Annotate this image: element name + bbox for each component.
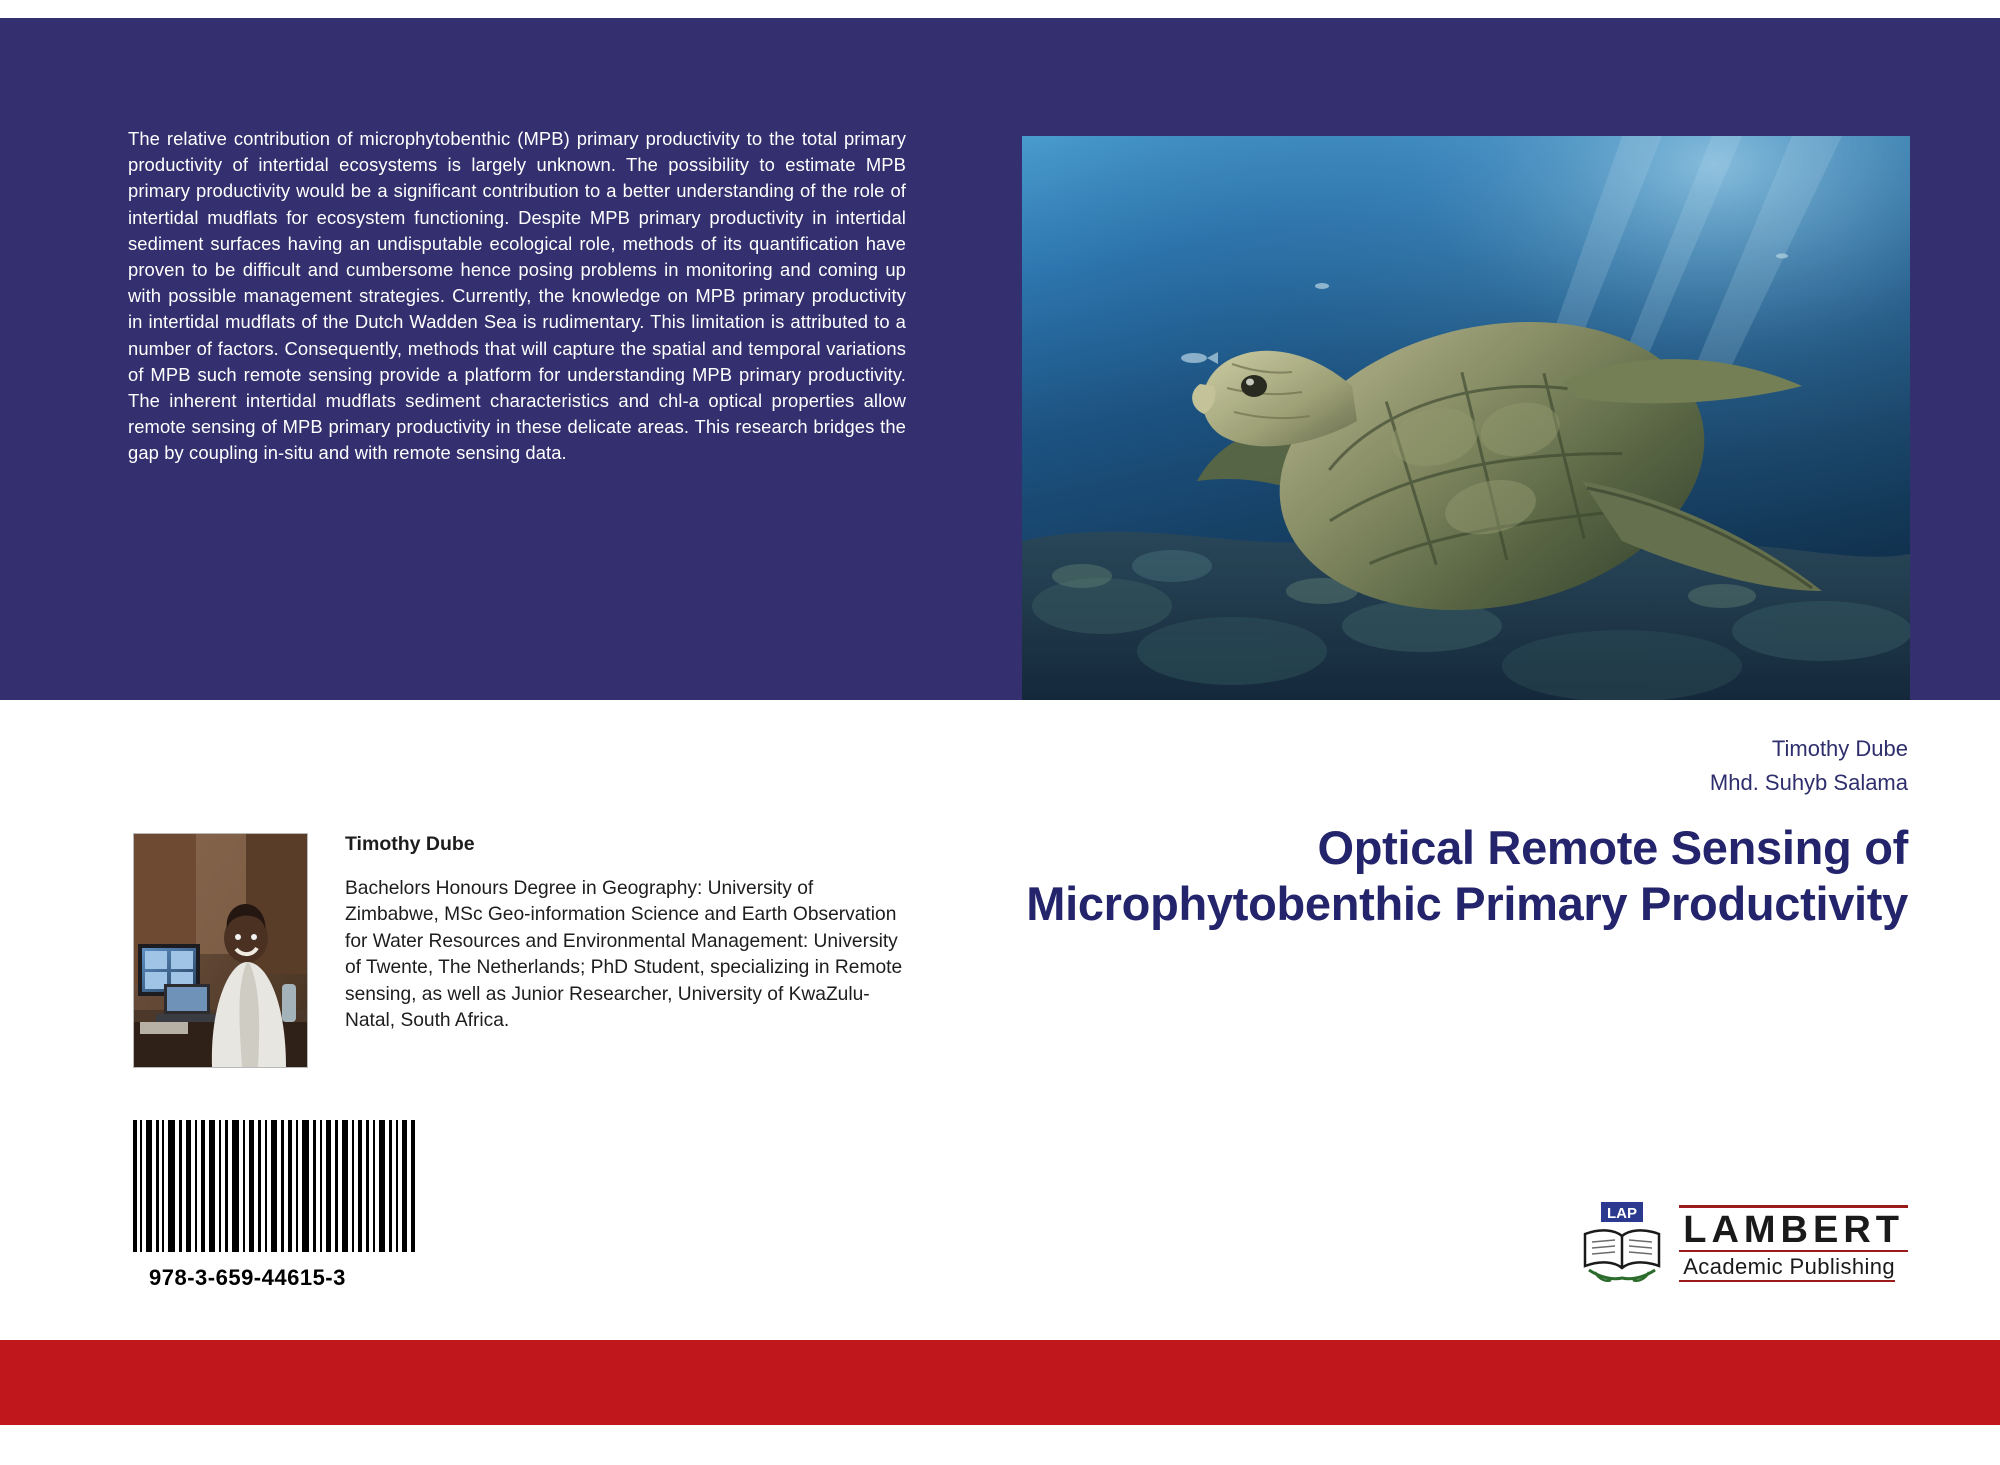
hero-image — [1022, 136, 1910, 706]
front-cover-title: Optical Remote Sensing of Microphytobenthic Primary Productivity — [1026, 821, 1908, 930]
isbn-number: 978-3-659-44615-3 — [149, 1265, 346, 1290]
front-author-2: Mhd. Suhyb Salama — [1709, 770, 1908, 795]
lap-book-icon — [1579, 1200, 1665, 1286]
middle-white-area — [0, 700, 2000, 1340]
author-bio-text: Bachelors Honours Degree in Geography: University of Zimbabwe, MSc Geo-information Science and Earth Observation for Water Resources and Environmental Management: University of Twente, The Netherlands; PhD Student, specializing in Remote sensing, as well as Junior Researcher, University of KwaZulu-Natal, South Africa. — [345, 878, 903, 1032]
bottom-white-margin — [0, 1425, 2000, 1465]
back-cover-panel — [0, 18, 2000, 700]
front-author-1: Timothy Dube — [1771, 736, 1908, 761]
publisher-logo — [1579, 1200, 1908, 1286]
bottom-red-band — [0, 1340, 2000, 1425]
publisher-tagline: Academic Publishing — [1679, 1254, 1895, 1282]
top-band — [0, 0, 2000, 700]
barcode — [133, 1120, 423, 1291]
author-bio-name: Timothy Dube — [345, 833, 475, 855]
svg-text:LAP: LAP — [1607, 1205, 1638, 1222]
publisher-name-block — [1679, 1205, 1908, 1282]
back-cover-blurb: The relative contribution of microphytobenthic (MPB) primary productivity to the total primary productivity of intertidal ecosystems is largely unknown. The possibility to estimate MPB primary productivity would be a significant contribution to a better understanding of the role of intertidal mudflats for ecosystem functioning. Despite MPB primary productivity in intertidal sediment surfaces having an undisputable ecological role, methods of its quantification have proven to be difficult and cumbersome hence posing problems in monitoring and coming up with possible management strategies. Currently, the knowledge on MPB primary productivity in intertidal mudflats of the Dutch Wadden Sea is rudimentary. This limitation is attributed to a number of factors. Consequently, methods that will capture the spatial and temporal variations of MPB such remote sensing provide a platform for understanding MPB primary productivity. The inherent intertidal mudflats sediment characteristics and chl-a optical properties allow remote sensing of MPB primary productivity in these delicate areas. This research bridges the gap by coupling in-situ and with remote sensing data. — [128, 128, 906, 464]
publisher-name: LAMBERT — [1679, 1205, 1908, 1252]
front-cover-authors — [1710, 732, 1908, 800]
barcode-bars — [133, 1120, 415, 1252]
author-photo — [133, 833, 308, 1068]
